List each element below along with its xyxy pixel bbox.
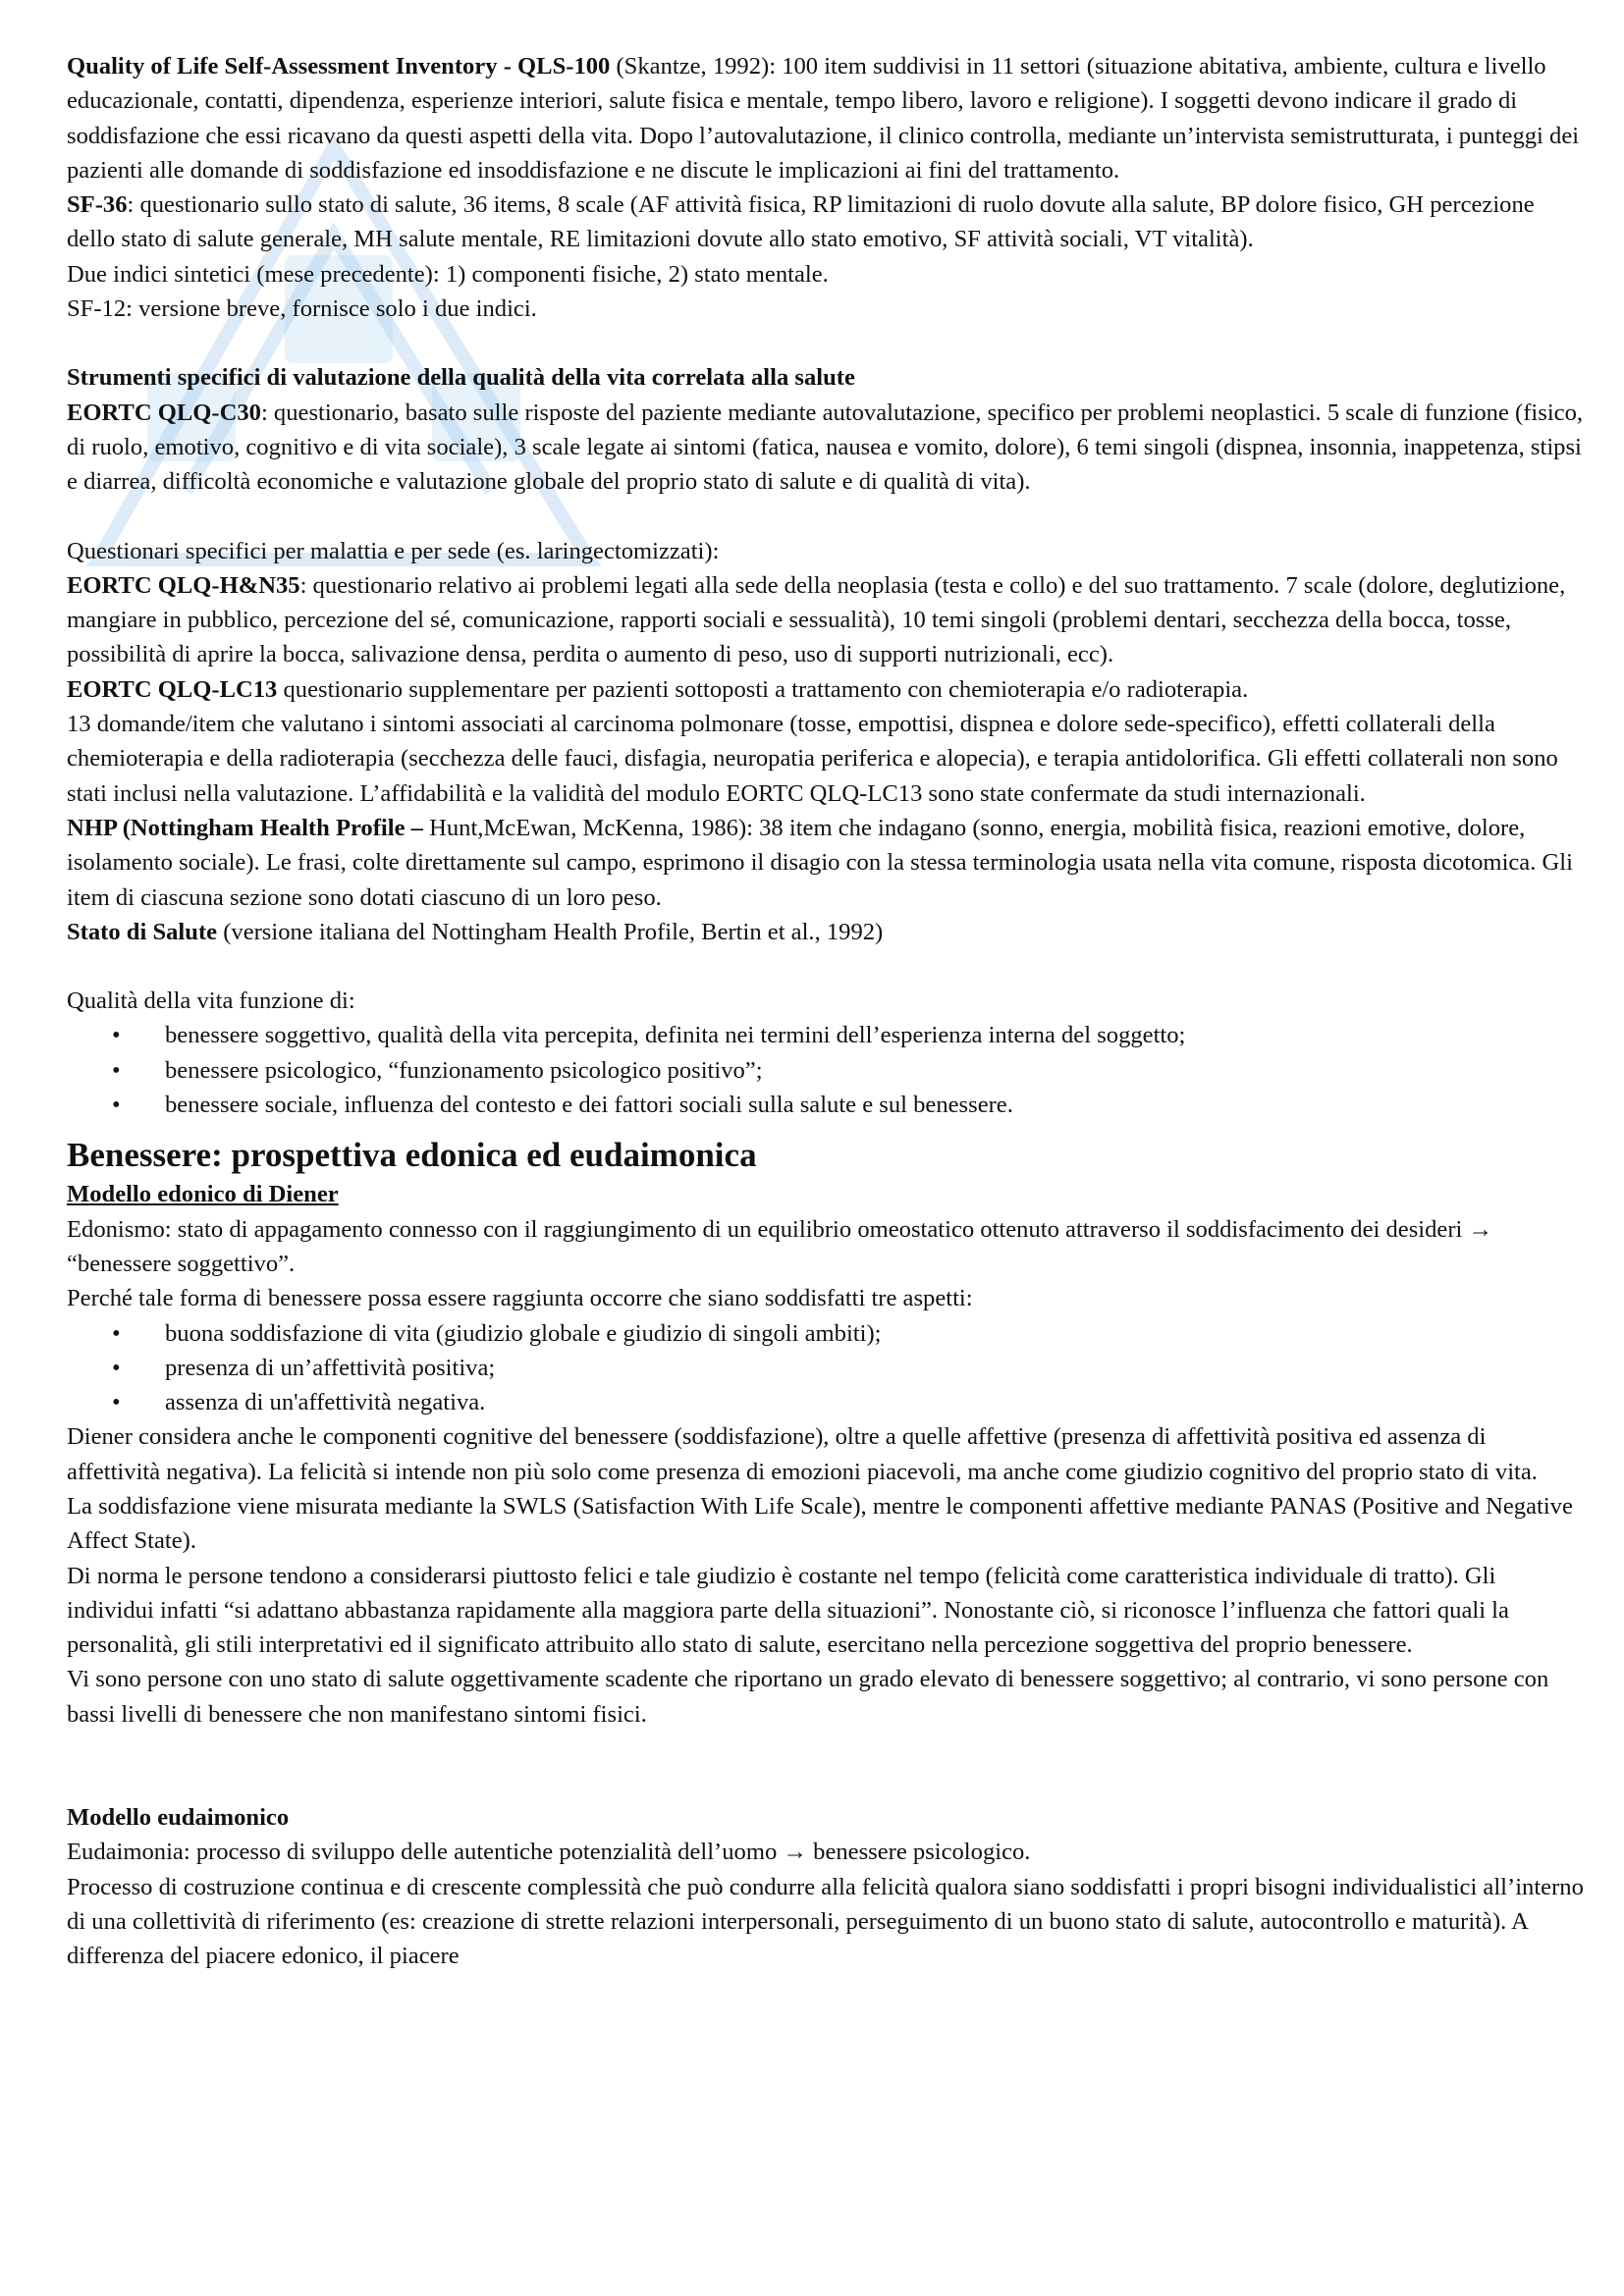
paragraph-stato-salute	[67, 915, 1584, 949]
bullet-icon: •	[112, 1389, 121, 1416]
subheading-modello-eudaimonico-text: Modello eudaimonico	[67, 1804, 290, 1832]
list-item	[67, 1018, 1584, 1052]
heading-strumenti-specifici-text: Strumenti specifici di valutazione della qualità della vita correlata alla salute	[67, 364, 855, 392]
text-qls100: (Skantze, 1992): 100 item suddivisi in 11 settori (situazione abitativa, ambiente, cultura e livello educazionale, contatti, dipendenza, esperienze interiori, salute fisica e mentale, tempo libero, lavoro e religione). I soggetti devono indicare il grado di soddisfazione che essi ricavano da questi aspetti della vita. Dopo l’autovalutazione, il clinico controlla, mediante un’intervista semistrutturata, i punteggi dei pazienti alle domande di soddisfazione ed insoddisfazione e ne discute le implicazioni ai fini del trattamento.	[67, 53, 1580, 184]
term-qlq-c30: EORTC QLQ-C30	[67, 399, 261, 426]
subheading-modello-edonico: Modello edonico di Diener	[67, 1181, 339, 1208]
paragraph-qualita-vita: Qualità della vita funzione di:	[67, 988, 355, 1015]
term-qlq-hn35: EORTC QLQ-H&N35	[67, 571, 300, 599]
list-item	[67, 1088, 1584, 1122]
bullet-icon: •	[112, 1092, 121, 1119]
list-item-text: benessere soggettivo, qualità della vita percepita, definita nei termini dell’esperienza interna del soggetto;	[165, 1022, 1186, 1049]
list-item-text: assenza di un'affettività negativa.	[165, 1389, 486, 1416]
text-stato-salute: (versione italiana del Nottingham Health Profile, Bertin et al., 1992)	[217, 918, 884, 945]
paragraph-qlq-hn35	[67, 568, 1584, 672]
paragraph-stato-salute-benessere: Vi sono persone con uno stato di salute oggettivamente scadente che riportano un grado elevato di benessere soggettivo; al contrario, vi sono persone con bassi livelli di benessere che non manifestano sintomi fisici.	[67, 1666, 1549, 1728]
paragraph-sf36	[67, 187, 1584, 257]
list-item	[67, 1351, 1584, 1385]
paragraph-edonismo: Edonismo: stato di appagamento connesso con il raggiungimento di un equilibrio omeostatico ottenuto attraverso il soddisfacimento dei desideri → “benessere soggettivo”.	[67, 1215, 1493, 1277]
paragraph-qlq-c30	[67, 396, 1584, 500]
paragraph-qls100	[67, 49, 1584, 187]
text-nhp: Hunt,McEwan, McKenna, 1986): 38 item che indagano (sonno, energia, mobilità fisica, reazioni emotive, dolore, isolamento sociale). Le frasi, colte direttamente sul campo, esprimono il disagio con la stessa terminologia usata nella vita comune, risposta dicotomica. Gli item di ciascuna sezione sono dotati ciascuno di un loro peso.	[67, 814, 1573, 911]
paragraph-qlq-lc13	[67, 672, 1584, 707]
paragraph-nhp	[67, 811, 1584, 915]
heading-strumenti-specifici	[67, 360, 1584, 395]
list-item-text: benessere psicologico, “funzionamento psicologico positivo”;	[165, 1056, 763, 1084]
term-qlq-lc13: EORTC QLQ-LC13	[67, 675, 278, 703]
list-item-text: buona soddisfazione di vita (giudizio globale e giudizio di singoli ambiti);	[165, 1319, 882, 1347]
list-qualita-vita	[67, 1018, 1584, 1122]
document-page	[67, 49, 1584, 1974]
subheading-modello-eudaimonico	[67, 1800, 1584, 1835]
term-nhp: NHP (Nottingham Health Profile –	[67, 814, 423, 841]
list-tre-aspetti	[67, 1316, 1584, 1420]
text-sf36: : questionario sullo stato di salute, 36 items, 8 scale (AF attività fisica, RP limitazioni di ruolo dovute alla salute, BP dolore fisico, GH percezione dello stato di salute generale, MH salute mentale, RE limitazioni dovute allo stato emotivo, SF attività sociali, VT vitalità).	[67, 191, 1535, 253]
text-qlq-c30: : questionario, basato sulle risposte del paziente mediante autovalutazione, specifico per problemi neoplastici. 5 scale di funzione (fisico, di ruolo, emotivo, cognitivo e di vita sociale), 3 scale legate ai sintomi (fatica, nausea e vomito, dolore), 6 temi singoli (dispnea, insonnia, inappetenza, stipsi e diarrea, difficoltà economiche e valutazione globale del proprio stato di salute e di qualità di vita).	[67, 399, 1584, 496]
bullet-icon: •	[112, 1056, 121, 1084]
section-title-benessere: Benessere: prospettiva edonica ed eudaimonica	[67, 1136, 757, 1175]
bullet-icon: •	[112, 1022, 121, 1049]
term-qls100: Quality of Life Self-Assessment Inventory - QLS-100	[67, 53, 611, 80]
term-sf36: SF-36	[67, 191, 128, 219]
paragraph-swls: La soddisfazione viene misurata mediante la SWLS (Satisfaction With Life Scale), mentre le componenti affettive mediante PANAS (Positive and Negative Affect State).	[67, 1492, 1573, 1555]
paragraph-indici: Due indici sintetici (mese precedente): 1) componenti fisiche, 2) stato mentale.	[67, 260, 829, 288]
list-item-text: presenza di un’affettività positiva;	[165, 1354, 496, 1381]
paragraph-lc13-items: 13 domande/item che valutano i sintomi associati al carcinoma polmonare (tosse, empottisi, dispnea e dolore sede-specifico), effetti collaterali della chemioterapia e della radioterapia (secchezza delle fauci, disfagia, neuropatia periferica e alopecia), e terapia antidolorifica. Gli effetti collaterali non sono stati inclusi nella valutazione. L’affidabilità e la validità del modulo EORTC QLQ-LC13 sono state confermate da studi internazionali.	[67, 711, 1558, 807]
paragraph-felicita: Di norma le persone tendono a considerarsi piuttosto felici e tale giudizio è costante nel tempo (felicità come caratteristica individuale di tratto). Gli individui infatti “si adattano abbastanza rapidamente alla maggiora parte della situazioni”. Nonostante ciò, si riconosce l’influenza che fattori quali la personalità, gli stili interpretativi ed il significato attribuito allo stato di salute, esercitano nella percezione soggettiva del proprio benessere.	[67, 1562, 1509, 1659]
text-qlq-lc13: questionario supplementare per pazienti sottoposti a trattamento con chemioterapia e/o radioterapia.	[277, 675, 1249, 703]
list-item-text: benessere sociale, influenza del contesto e dei fattori sociali sulla salute e sul benessere.	[165, 1092, 1013, 1119]
list-item	[67, 1053, 1584, 1088]
text-qlq-hn35: : questionario relativo ai problemi legati alla sede della neoplasia (testa e collo) e del suo trattamento. 7 scale (dolore, deglutizione, mangiare in pubblico, percezione del sé, comunicazione, rapporti sociali e sessualità), 10 temi singoli (problemi dentari, secchezza della bocca, tosse, possibilità di aprire la bocca, salivazione densa, perdita o aumento di peso, uso di supporti nutrizionali, ecc).	[67, 571, 1566, 668]
bullet-icon: •	[112, 1319, 121, 1347]
list-item	[67, 1316, 1584, 1351]
paragraph-sf12: SF-12: versione breve, fornisce solo i due indici.	[67, 295, 537, 323]
paragraph-diener: Diener considera anche le componenti cognitive del benessere (soddisfazione), oltre a quelle affettive (presenza di affettività positiva ed assenza di affettività negativa). La felicità si intende non più solo come presenza di emozioni piacevoli, ma anche come giudizio cognitivo del proprio stato di vita.	[67, 1423, 1538, 1485]
paragraph-questionari-specifici: Questionari specifici per malattia e per sede (es. laringectomizzati):	[67, 537, 720, 564]
paragraph-eudaimonia: Eudaimonia: processo di sviluppo delle autentiche potenzialità dell’uomo → benessere psicologico.	[67, 1839, 1031, 1866]
paragraph-tre-aspetti: Perché tale forma di benessere possa essere raggiunta occorre che siano soddisfatti tre aspetti:	[67, 1285, 973, 1312]
list-item	[67, 1385, 1584, 1419]
term-stato-salute: Stato di Salute	[67, 918, 218, 945]
paragraph-processo-costruzione: Processo di costruzione continua e di crescente complessità che può condurre alla felicità qualora siano soddisfatti i propri bisogni individualistici all’interno di una collettività di riferimento (es: creazione di strette relazioni interpersonali, perseguimento di un buono stato di salute, autocontrollo e maturità). A differenza del piacere edonico, il piacere	[67, 1873, 1584, 1970]
bullet-icon: •	[112, 1354, 121, 1381]
